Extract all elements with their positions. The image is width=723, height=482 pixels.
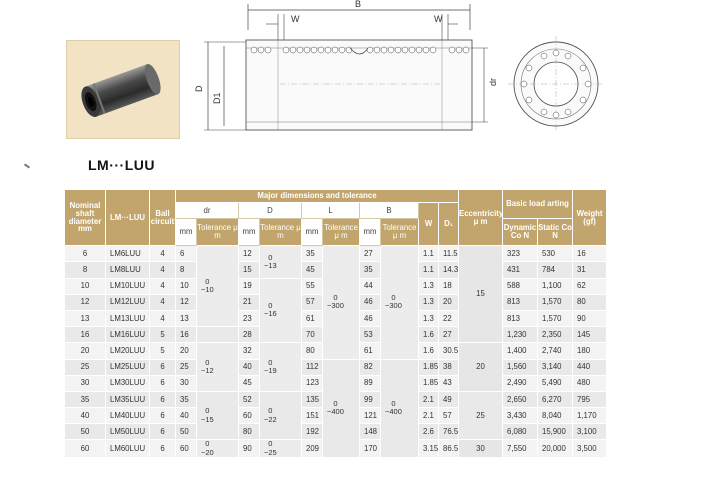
table-cell: 90: [239, 440, 260, 458]
header-basic-load: Basic load arting: [503, 190, 573, 219]
table-cell: 1,560: [503, 359, 538, 375]
table-cell: 45: [302, 262, 323, 278]
table-cell: 4: [150, 262, 176, 278]
table-cell: 11.5: [439, 246, 459, 262]
table-cell: 80: [573, 294, 607, 310]
tol-L-b: 0 −400: [323, 359, 360, 457]
table-cell: 53: [360, 327, 381, 343]
product-label: LM···LUU: [88, 157, 155, 173]
table-cell: 795: [573, 391, 607, 407]
header-dr-mm: mm: [176, 219, 197, 246]
table-cell: 1,570: [538, 294, 573, 310]
table-cell: 22: [439, 310, 459, 326]
tol-D-e: 0 −25: [260, 440, 302, 458]
table-cell: 60: [239, 408, 260, 424]
table-cell: 27: [439, 327, 459, 343]
dim-label-B: B: [355, 0, 362, 9]
header-nominal: Nominal shaft diameter mm: [65, 190, 106, 246]
tol-D-c: 0 −19: [260, 343, 302, 392]
eccentricity-d: 30: [459, 440, 503, 458]
table-cell: 6: [65, 246, 106, 262]
table-cell: 145: [573, 327, 607, 343]
table-cell: 31: [573, 262, 607, 278]
table-cell: 25: [176, 359, 197, 375]
table-cell: 76.5: [439, 424, 459, 440]
table-cell: 40: [65, 408, 106, 424]
table-cell: 209: [302, 440, 323, 458]
tol-D-d: 0 −22: [260, 391, 302, 440]
table-cell: 3,140: [538, 359, 573, 375]
tol-B-b: 0 −400: [381, 359, 419, 457]
header-L-tol: Tolerance μ m: [323, 219, 360, 246]
table-cell: 3,430: [503, 408, 538, 424]
table-cell: 2,740: [538, 343, 573, 359]
table-cell: 170: [360, 440, 381, 458]
table-cell: LM20LUU: [106, 343, 150, 359]
table-cell: 60: [65, 440, 106, 458]
table-cell: LM12LUU: [106, 294, 150, 310]
table-cell: 5: [150, 327, 176, 343]
table-cell: 12: [176, 294, 197, 310]
tol-L-a: 0 −300: [323, 246, 360, 359]
table-row: [65, 359, 607, 375]
table-cell: 55: [302, 278, 323, 294]
header-ball-circuit: Ball circuit: [150, 190, 176, 246]
table-cell: 13: [65, 310, 106, 326]
table-cell: 32: [239, 343, 260, 359]
technical-drawing: [190, 0, 723, 185]
table-cell: 6: [150, 359, 176, 375]
table-cell: 813: [503, 294, 538, 310]
table-cell: 19: [239, 278, 260, 294]
table-cell: 3.15: [419, 440, 439, 458]
tol-B-a: 0 −300: [381, 246, 419, 359]
header-D: D: [239, 203, 302, 219]
table-cell: 20: [176, 343, 197, 359]
table-cell: 440: [573, 359, 607, 375]
table-cell: 50: [176, 424, 197, 440]
table-cell: 40: [239, 359, 260, 375]
header-L-mm: mm: [302, 219, 323, 246]
header-weight: Weight (gf): [573, 190, 607, 246]
table-cell: 80: [239, 424, 260, 440]
table-cell: 52: [239, 391, 260, 407]
decorative-mark: [24, 163, 30, 168]
tol-dr-a: 0 −10: [197, 246, 239, 327]
table-cell: 5,490: [538, 375, 573, 391]
table-cell: 431: [503, 262, 538, 278]
table-cell: 46: [360, 294, 381, 310]
table-cell: 61: [360, 343, 381, 359]
table-cell: 16: [176, 327, 197, 343]
table-cell: LM35LUU: [106, 391, 150, 407]
table-cell: 82: [360, 359, 381, 375]
table-cell: 60: [176, 440, 197, 458]
table-cell: 35: [65, 391, 106, 407]
table-cell: 1.3: [419, 310, 439, 326]
table-cell: 2,350: [538, 327, 573, 343]
table-cell: 16: [65, 327, 106, 343]
table-cell: 80: [302, 343, 323, 359]
table-cell: 1,170: [573, 408, 607, 424]
dim-label-dr: dr: [488, 77, 498, 86]
table-cell: LM60LUU: [106, 440, 150, 458]
table-cell: [197, 327, 239, 343]
table-cell: 1.1: [419, 262, 439, 278]
table-cell: 10: [176, 278, 197, 294]
table-cell: 8: [176, 262, 197, 278]
table-cell: 2.1: [419, 408, 439, 424]
table-cell: LM8LUU: [106, 262, 150, 278]
table-cell: 20: [65, 343, 106, 359]
header-B-tol: Tolerance μ m: [381, 219, 419, 246]
tol-dr-b: 0 −12: [197, 343, 239, 392]
table-cell: 123: [302, 375, 323, 391]
table-cell: 8,040: [538, 408, 573, 424]
table-cell: 6: [150, 440, 176, 458]
table-cell: 6: [150, 391, 176, 407]
table-cell: 44: [360, 278, 381, 294]
table-cell: 21: [239, 294, 260, 310]
header-dr-tol: Tolerance μ m: [197, 219, 239, 246]
table-cell: 148: [360, 424, 381, 440]
table-cell: 8: [65, 262, 106, 278]
table-cell: 2.1: [419, 391, 439, 407]
dim-label-D1: D1: [212, 92, 222, 104]
table-cell: 15: [239, 262, 260, 278]
table-cell: 2,490: [503, 375, 538, 391]
table-cell: 30.5: [439, 343, 459, 359]
table-cell: 323: [503, 246, 538, 262]
table-cell: 1.6: [419, 327, 439, 343]
dim-label-W-right: W: [434, 14, 443, 24]
table-cell: 18: [439, 278, 459, 294]
table-cell: 28: [239, 327, 260, 343]
table-cell: 12: [239, 246, 260, 262]
header-L: L: [302, 203, 360, 219]
table-cell: 25: [65, 359, 106, 375]
table-cell: 20: [439, 294, 459, 310]
table-cell: 6: [176, 246, 197, 262]
table-cell: 6: [150, 408, 176, 424]
table-cell: 35: [360, 262, 381, 278]
table-cell: 57: [302, 294, 323, 310]
table-cell: 50: [65, 424, 106, 440]
table-cell: 46: [360, 310, 381, 326]
spec-table: [64, 189, 607, 458]
table-cell: 480: [573, 375, 607, 391]
tol-D-b: 0 −16: [260, 278, 302, 343]
table-cell: 62: [573, 278, 607, 294]
header-B-mm: mm: [360, 219, 381, 246]
table-cell: 1.3: [419, 294, 439, 310]
table-cell: 30: [65, 375, 106, 391]
header-D-tol: Tolerance μ m: [260, 219, 302, 246]
table-cell: 1,400: [503, 343, 538, 359]
table-cell: LM13LUU: [106, 310, 150, 326]
table-cell: 2.6: [419, 424, 439, 440]
table-cell: 10: [65, 278, 106, 294]
table-cell: 2,650: [503, 391, 538, 407]
table-cell: 4: [150, 278, 176, 294]
tol-D-a: 0 −13: [260, 246, 302, 278]
table-cell: 180: [573, 343, 607, 359]
table-cell: 7,550: [503, 440, 538, 458]
table-cell: 23: [239, 310, 260, 326]
table-cell: 20,000: [538, 440, 573, 458]
table-cell: 40: [176, 408, 197, 424]
table-cell: LM6LUU: [106, 246, 150, 262]
table-cell: 1.1: [419, 246, 439, 262]
table-cell: 6: [150, 424, 176, 440]
table-cell: 4: [150, 294, 176, 310]
table-cell: 6: [150, 375, 176, 391]
header-W: W: [419, 203, 439, 246]
table-cell: 61: [302, 310, 323, 326]
table-cell: 3,500: [573, 440, 607, 458]
table-cell: 49: [439, 391, 459, 407]
table-cell: 1.6: [419, 343, 439, 359]
table-cell: 90: [573, 310, 607, 326]
tol-dr-d: 0 −20: [197, 440, 239, 458]
table-cell: 45: [239, 375, 260, 391]
table-cell: 112: [302, 359, 323, 375]
table-cell: 813: [503, 310, 538, 326]
table-cell: 530: [538, 246, 573, 262]
eccentricity-b: 20: [459, 343, 503, 392]
header-B: B: [360, 203, 419, 219]
header-static: Static Co N: [538, 219, 573, 246]
table-cell: 4: [150, 310, 176, 326]
table-cell: 6,270: [538, 391, 573, 407]
table-cell: 1,570: [538, 310, 573, 326]
header-eccentricity: Eccentricity μ m: [459, 190, 503, 246]
table-cell: 14.3: [439, 262, 459, 278]
table-cell: LM25LUU: [106, 359, 150, 375]
table-cell: 121: [360, 408, 381, 424]
header-dynamic: Dynamic Co N: [503, 219, 538, 246]
table-cell: 5: [150, 343, 176, 359]
table-cell: 70: [302, 327, 323, 343]
table-cell: LM50LUU: [106, 424, 150, 440]
table-cell: 12: [65, 294, 106, 310]
table-cell: 6,080: [503, 424, 538, 440]
table-cell: 151: [302, 408, 323, 424]
eccentricity-a: 15: [459, 246, 503, 343]
table-cell: 35: [302, 246, 323, 262]
dim-label-D: D: [194, 85, 204, 92]
table-cell: 38: [439, 359, 459, 375]
table-cell: 1.85: [419, 375, 439, 391]
header-model: LM···LUU: [106, 190, 150, 246]
table-cell: LM40LUU: [106, 408, 150, 424]
table-cell: LM16LUU: [106, 327, 150, 343]
table-cell: 86.5: [439, 440, 459, 458]
table-cell: 784: [538, 262, 573, 278]
table-cell: 30: [176, 375, 197, 391]
table-cell: 43: [439, 375, 459, 391]
table-cell: 35: [176, 391, 197, 407]
header-dr: dr: [176, 203, 239, 219]
header-D-mm: mm: [239, 219, 260, 246]
table-cell: 99: [360, 391, 381, 407]
eccentricity-c: 25: [459, 391, 503, 440]
linear-bearing-image: [67, 41, 179, 138]
header-major-dimensions: Major dimensions and tolerance: [176, 190, 459, 203]
table-cell: 3,100: [573, 424, 607, 440]
table-cell: 135: [302, 391, 323, 407]
table-cell: 89: [360, 375, 381, 391]
dim-label-W-left: W: [291, 14, 300, 24]
table-cell: 1.85: [419, 359, 439, 375]
table-row: [65, 246, 607, 262]
table-cell: 16: [573, 246, 607, 262]
table-cell: 4: [150, 246, 176, 262]
table-cell: 15,900: [538, 424, 573, 440]
table-cell: 192: [302, 424, 323, 440]
table-cell: LM10LUU: [106, 278, 150, 294]
table-cell: 588: [503, 278, 538, 294]
tol-dr-c: 0 −15: [197, 391, 239, 440]
table-cell: 13: [176, 310, 197, 326]
table-cell: LM30LUU: [106, 375, 150, 391]
table-cell: 1,230: [503, 327, 538, 343]
header-D1: D₁: [439, 203, 459, 246]
table-cell: 1,100: [538, 278, 573, 294]
product-photo: [66, 40, 180, 139]
table-cell: 27: [360, 246, 381, 262]
table-cell: 1.3: [419, 278, 439, 294]
table-cell: 57: [439, 408, 459, 424]
